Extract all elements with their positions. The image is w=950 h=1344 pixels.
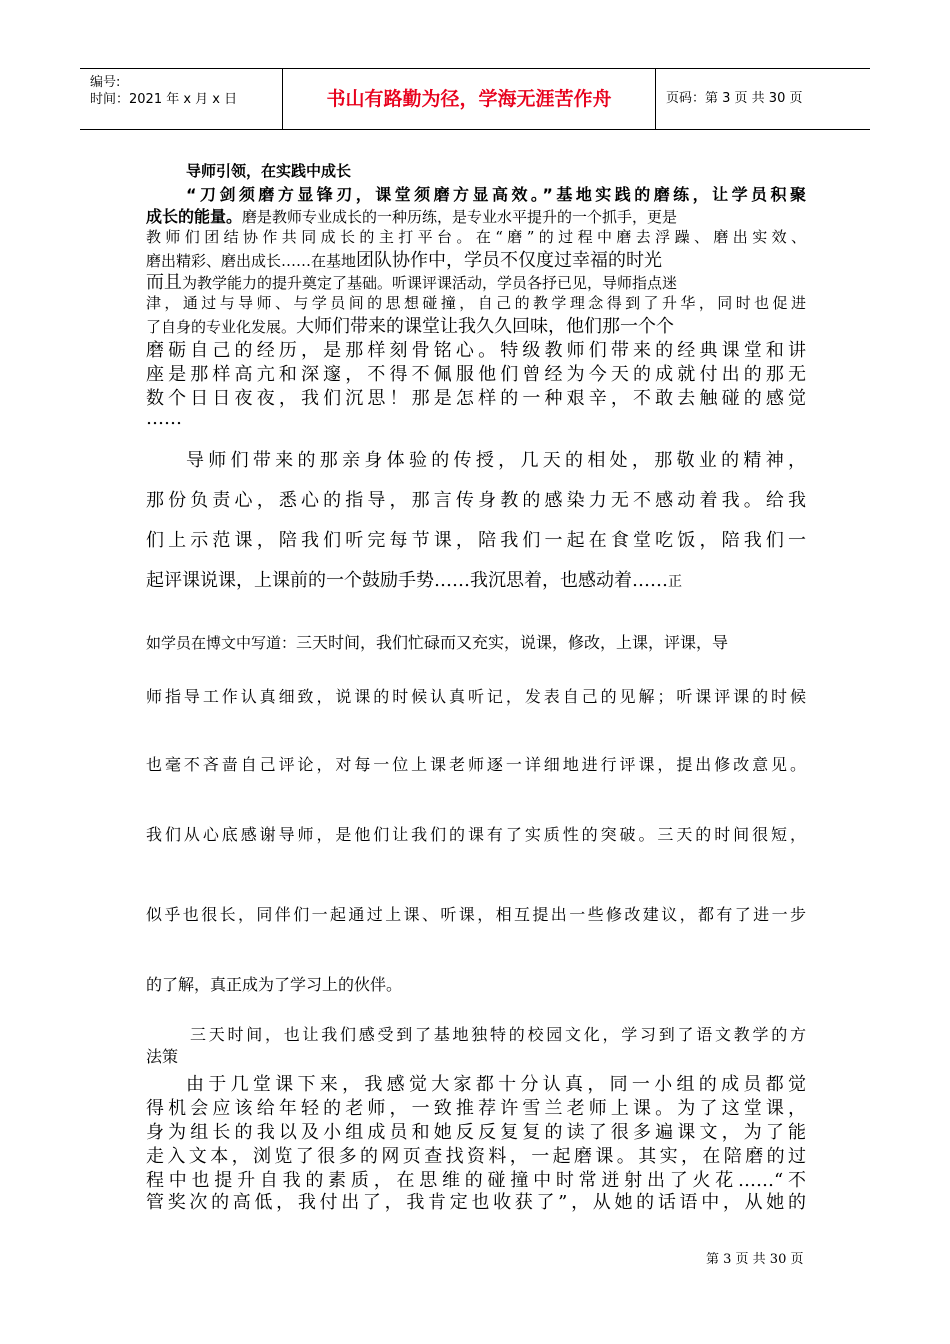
para3-line5: 似乎也很长，同伴们一起通过上课、听课，相互提出一些修改建议，都有了进一步 [146, 905, 806, 924]
para2-line2: 那份负责心，悉心的指导，那言传身教的感染力无不感动着我。给我 [146, 490, 806, 511]
para1-line9: 座是那样高亢和深邃，不得不佩服他们曾经为今天的成就付出的那无 [146, 364, 806, 385]
para1-line4a: 磨出精彩、磨出成长……在基地 [146, 252, 357, 270]
para5-line2: 得机会应该给年轻的老师，一致推荐许雪兰老师上课。为了这堂课， [146, 1098, 806, 1119]
para2-line4 [146, 566, 806, 592]
para1-line2 [146, 204, 806, 227]
para1-line7 [146, 312, 806, 338]
header-page-label: 页码：第 3 页 共 30 页 [666, 91, 803, 106]
para2-line3: 们上示范课，陪我们听完每节课，陪我们一起在食堂吃饭，陪我们一 [146, 530, 806, 551]
para3-line2: 师指导工作认真细致，说课的时候认真听记，发表自己的见解；听课评课的时候 [146, 687, 806, 706]
para3-line1 [146, 630, 806, 653]
para1-line10: 数个日日夜夜，我们沉思！那是怎样的一种艰辛，不敢去触碰的感觉 [146, 388, 806, 409]
para5-line1: 由于几堂课下来，我感觉大家都十分认真，同一小组的成员都觉 [186, 1074, 806, 1095]
para5-line5: 程中也提升自我的素质，在思维的碰撞中时常迸射出了火花……“不 [146, 1170, 806, 1191]
para2-line1: 导师们带来的那亲身体验的传授，几天的相处，那敬业的精神， [186, 450, 806, 471]
para1-line5 [146, 268, 806, 294]
para4-line1: 三天时间，也让我们感受到了基地独特的校园文化，学习到了语文教学的方 [190, 1025, 806, 1044]
para1-line2-bold: 成长的能量。 [146, 207, 243, 226]
code-label: 编号: [90, 75, 121, 90]
header-meta-cell [80, 69, 283, 129]
para3-line1b: 三天时间，我们忙碌而又充实，说课，修改，上课，评课，导 [296, 633, 729, 652]
para1-line7a: 了自身的专业化发展。 [146, 318, 297, 336]
para1-line5a: 而且 [146, 272, 182, 293]
para3-line6: 的了解，真正成为了学习上的伙伴。 [146, 975, 403, 994]
para3-line4: 我们从心底感谢导师，是他们让我们的课有了实质性的突破。三天的时间很短， [146, 825, 806, 844]
para1-line8: 磨砺自己的经历，是那样刻骨铭心。特级教师们带来的经典课堂和讲 [146, 340, 806, 361]
para1-line5b: 为教学能力的提升奠定了基础。听课评课活动，学员各抒已见，导师指点迷 [182, 274, 678, 292]
para3-line1a: 如学员在博文中写道： [146, 634, 297, 652]
section-title: 导师引领，在实践中成长 [186, 162, 352, 180]
para1-line6: 津，通过与导师、与学员间的思想碰撞，自己的教学理念得到了升华，同时也促进 [146, 294, 806, 312]
page-footer: 第 3 页 共 30 页 [706, 1252, 804, 1267]
para4-line2: 法策 [146, 1047, 179, 1066]
para5-line6: 管奖次的高低，我付出了，我肯定也收获了”，从她的话语中，从她的 [146, 1192, 806, 1213]
para1-line7b: 大师们带来的课堂让我久久回味，他们那一个个 [296, 316, 675, 337]
para1-line11: …… [146, 408, 182, 429]
time-label: 时间：2021 年 x 月 x 日 [90, 92, 238, 107]
para1-line1: “刀剑须磨方显锋刃，课堂须磨方显高效。”基地实践的磨练，让学员积聚 [186, 185, 806, 204]
para1-line4b: 团队协作中，学员不仅度过幸福的时光 [356, 250, 663, 271]
para2-line4a: 起评课说课，上课前的一个鼓励手势……我沉思着，也感动着…… [146, 570, 668, 591]
para5-line3: 身为组长的我以及小组成员和她反反复复的读了很多遍课文，为了能 [146, 1122, 806, 1143]
para1-line2-rest: 磨是教师专业成长的一种历练，是专业水平提升的一个抓手，更是 [242, 208, 678, 226]
para2-line4b: 正 [668, 574, 682, 590]
para3-line3: 也毫不吝啬自己评论，对每一位上课老师逐一详细地进行评课，提出修改意见。 [146, 755, 806, 774]
page-header [80, 68, 870, 130]
para1-line3: 教师们团结协作共同成长的主打平台。在“磨”的过程中磨去浮躁、磨出实效、 [146, 228, 806, 246]
header-motto: 书山有路勤为径，学海无涯苦作舟 [283, 69, 656, 129]
para5-line4: 走入文本，浏览了很多的网页查找资料，一起磨课。其实，在陪磨的过 [146, 1146, 806, 1167]
